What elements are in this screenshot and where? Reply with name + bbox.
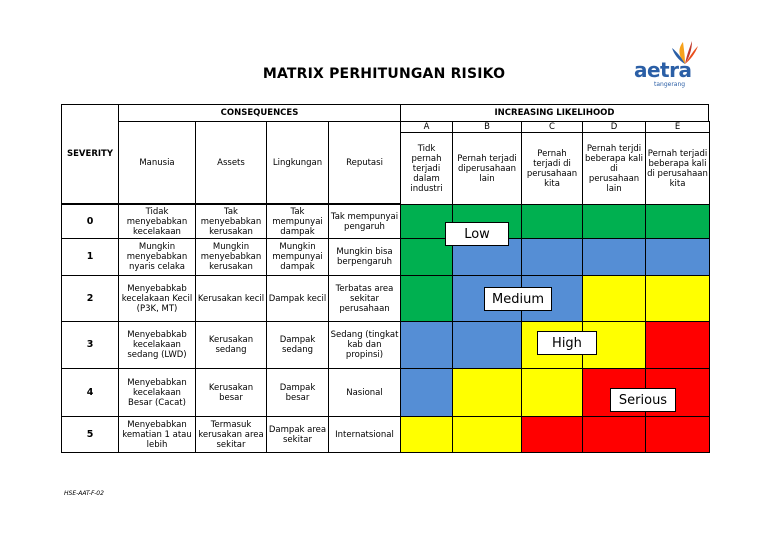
lingkungan-cell: Tak mempunyai dampak — [266, 204, 329, 239]
risk-cell-red — [582, 416, 646, 453]
likelihood-letter-b: B — [452, 121, 522, 133]
consequences-header: CONSEQUENCES — [118, 104, 401, 122]
likelihood-desc-b: Pernah terjadi diperusahaan lain — [452, 132, 522, 205]
risk-label-medium: Medium — [484, 287, 552, 311]
likelihood-desc-c: Pernah terjadi di perusahaan kita — [521, 132, 583, 205]
manusia-cell: Menyebabkan kematian 1 atau lebih — [118, 416, 196, 453]
risk-cell-yellow — [452, 416, 522, 453]
risk-cell-yellow — [452, 368, 522, 417]
assets-cell: Kerusakan besar — [195, 368, 267, 417]
likelihood-desc-a: Tidk pernah terjadi dalam industri — [400, 132, 453, 205]
risk-cell-yellow — [400, 416, 453, 453]
assets-cell: Kerusakan sedang — [195, 321, 267, 369]
severity-level: 1 — [61, 238, 119, 276]
manusia-cell: Menyebabkab kecelakaan Kecil (P3K, MT) — [118, 275, 196, 322]
logo-subtext: tangerang — [654, 81, 686, 88]
severity-level: 3 — [61, 321, 119, 369]
risk-cell-red — [645, 321, 710, 369]
risk-cell-blue — [582, 238, 646, 276]
risk-cell-yellow — [582, 275, 646, 322]
manusia-cell: Tidak menyebabkan kecelakaan — [118, 204, 196, 239]
lingkungan-cell: Dampak kecil — [266, 275, 329, 322]
assets-header: Assets — [195, 121, 267, 204]
risk-label-serious: Serious — [610, 388, 676, 412]
severity-header: SEVERITY — [61, 104, 119, 204]
severity-level: 0 — [61, 204, 119, 239]
assets-cell: Tak menyebabkan kerusakan — [195, 204, 267, 239]
assets-cell: Mungkin menyebabkan kerusakan — [195, 238, 267, 276]
reputasi-cell: Nasional — [328, 368, 401, 417]
likelihood-letter-c: C — [521, 121, 583, 133]
risk-cell-blue — [521, 238, 583, 276]
logo-wordmark: aetra — [634, 58, 692, 82]
manusia-cell: Mungkin menyebabkan nyaris celaka — [118, 238, 196, 276]
risk-label-high: High — [537, 331, 597, 355]
risk-cell-blue — [645, 238, 710, 276]
aetra-logo — [632, 40, 712, 90]
risk-cell-red — [645, 416, 710, 453]
assets-cell: Termasuk kerusakan area sekitar — [195, 416, 267, 453]
risk-cell-red — [521, 416, 583, 453]
assets-cell: Kerusakan kecil — [195, 275, 267, 322]
risk-cell-blue — [400, 321, 453, 369]
reputasi-cell: Sedang (tingkat kab dan propinsi) — [328, 321, 401, 369]
risk-cell-blue — [400, 368, 453, 417]
severity-level: 5 — [61, 416, 119, 453]
risk-cell-green — [582, 204, 646, 239]
lingkungan-cell: Mungkin mempunyai dampak — [266, 238, 329, 276]
risk-cell-green — [645, 204, 710, 239]
reputasi-cell: Mungkin bisa berpengaruh — [328, 238, 401, 276]
reputasi-cell: Terbatas area sekitar perusahaan — [328, 275, 401, 322]
risk-cell-yellow — [521, 368, 583, 417]
risk-label-low: Low — [445, 222, 509, 246]
risk-matrix-table — [61, 104, 709, 452]
severity-level: 2 — [61, 275, 119, 322]
likelihood-desc-d: Pernah terjdi beberapa kali di perusahaan lain — [582, 132, 646, 205]
risk-cell-green — [400, 275, 453, 322]
reputasi-header: Reputasi — [328, 121, 401, 204]
lingkungan-cell: Dampak area sekitar — [266, 416, 329, 453]
manusia-header: Manusia — [118, 121, 196, 204]
likelihood-letter-d: D — [582, 121, 646, 133]
lingkungan-header: Lingkungan — [266, 121, 329, 204]
risk-cell-green — [521, 204, 583, 239]
likelihood-desc-e: Pernah terjadi beberapa kali di perusahaan kita — [645, 132, 710, 205]
reputasi-cell: Internatsional — [328, 416, 401, 453]
likelihood-header: INCREASING LIKELIHOOD — [400, 104, 709, 122]
severity-level: 4 — [61, 368, 119, 417]
lingkungan-cell: Dampak besar — [266, 368, 329, 417]
document-code: HSE-AAT-F-02 — [64, 490, 104, 497]
manusia-cell: Menyebabkab kecelakaan sedang (LWD) — [118, 321, 196, 369]
manusia-cell: Menyebabkan kecelakaan Besar (Cacat) — [118, 368, 196, 417]
lingkungan-cell: Dampak sedang — [266, 321, 329, 369]
risk-cell-yellow — [645, 275, 710, 322]
page-title: MATRIX PERHITUNGAN RISIKO — [262, 66, 506, 82]
reputasi-cell: Tak mempunyai pengaruh — [328, 204, 401, 239]
likelihood-letter-e: E — [645, 121, 710, 133]
risk-cell-blue — [452, 321, 522, 369]
likelihood-letter-a: A — [400, 121, 453, 133]
